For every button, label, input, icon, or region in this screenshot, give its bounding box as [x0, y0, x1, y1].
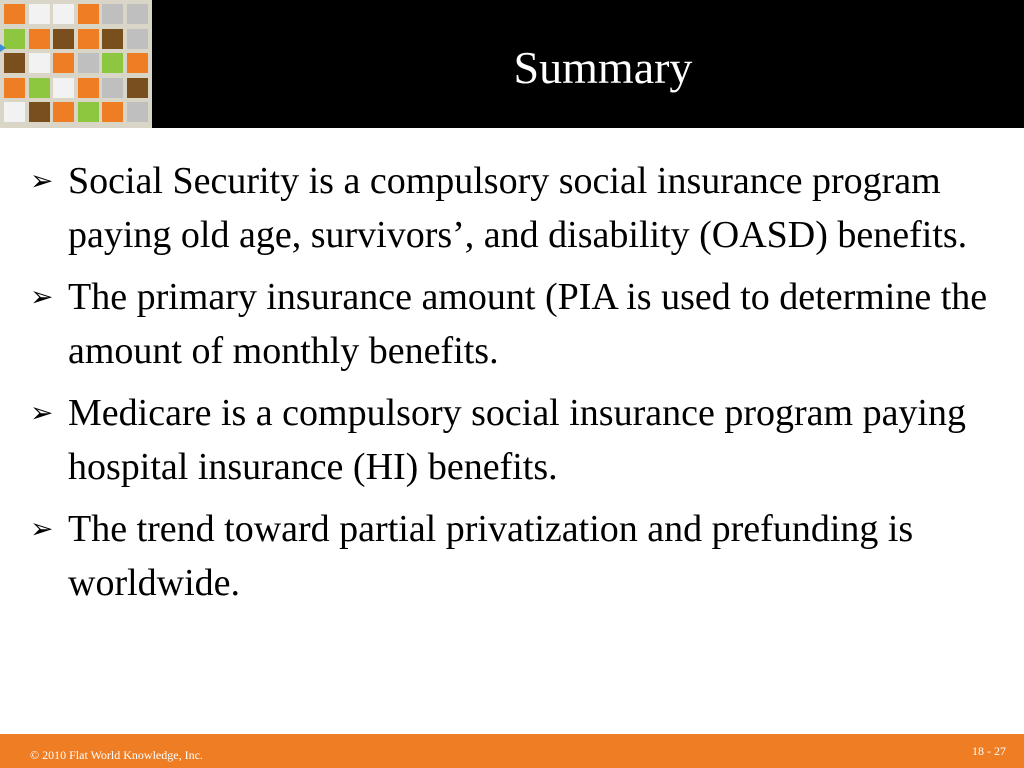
bullet-text: The primary insurance amount (PIA is used to determine the amount of monthly benefits.: [68, 276, 988, 372]
page-number: 18 - 27: [972, 744, 1006, 758]
bullet-text: Medicare is a compulsory social insurance program paying hospital insurance (HI) benefits.: [68, 392, 966, 488]
arrow-bullet-icon: ➢: [30, 164, 54, 197]
logo-tile: [127, 78, 148, 98]
logo-tile: [127, 29, 148, 49]
logo-tile: [4, 4, 25, 24]
arrow-bullet-icon: ➢: [30, 280, 54, 313]
logo-tile: [102, 53, 123, 73]
logo-tile: [78, 53, 99, 73]
logo-tile: [4, 29, 25, 49]
arrow-bullet-icon: ➢: [30, 512, 54, 545]
logo-tile: [53, 4, 74, 24]
bullet-item: [30, 270, 1000, 378]
bullet-text: Social Security is a compulsory social insurance program paying old age, survivors’, and disability (OASD) benefits.: [68, 160, 968, 256]
logo-tile: [4, 78, 25, 98]
logo-tile: [102, 78, 123, 98]
logo-tile: [29, 4, 50, 24]
logo-tile: [29, 78, 50, 98]
logo-tile: [78, 102, 99, 122]
logo-tile: [102, 29, 123, 49]
logo-tile: [53, 29, 74, 49]
bullet-text: The trend toward partial privatization and prefunding is worldwide.: [68, 508, 914, 604]
bullet-list: [30, 154, 1000, 618]
logo-tile: [53, 78, 74, 98]
logo-tile: [29, 102, 50, 122]
logo-tile: [127, 53, 148, 73]
logo-tile: [78, 29, 99, 49]
bullet-item: [30, 502, 1000, 610]
bullet-item: [30, 386, 1000, 494]
logo-tile: [53, 53, 74, 73]
logo-tile: [127, 4, 148, 24]
logo-tile: [78, 4, 99, 24]
logo-tile: [102, 102, 123, 122]
bullet-item: [30, 154, 1000, 262]
logo-tile: [29, 53, 50, 73]
slide-header: [0, 0, 1024, 128]
copyright-text: © 2010 Flat World Knowledge, Inc.: [30, 748, 203, 762]
arrow-icon: [0, 40, 6, 56]
logo-tile: [4, 53, 25, 73]
logo-tile: [78, 78, 99, 98]
logo-tile: [4, 102, 25, 122]
logo-tile: [127, 102, 148, 122]
logo-tile: [29, 29, 50, 49]
logo-tile: [102, 4, 123, 24]
logo-tile: [53, 102, 74, 122]
arrow-bullet-icon: ➢: [30, 396, 54, 429]
slide-title: Summary: [513, 42, 693, 93]
slide-footer: [0, 734, 1024, 768]
mosaic-tiles-logo: [0, 0, 152, 128]
